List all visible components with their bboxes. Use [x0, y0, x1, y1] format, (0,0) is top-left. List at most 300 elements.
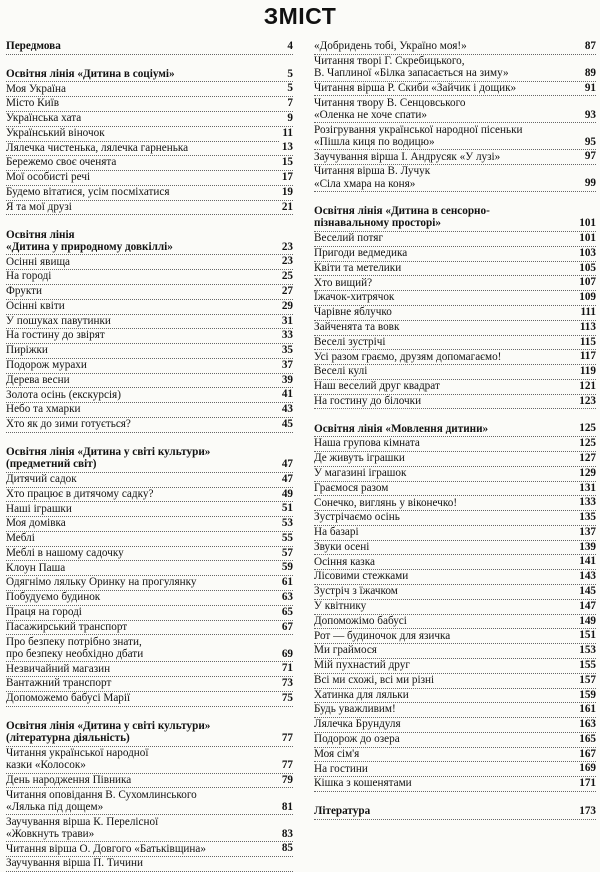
- toc-entry-title: Ми граймося: [314, 644, 380, 656]
- toc-entry-title: Кішка з кошенятами: [314, 777, 415, 789]
- toc-page-number: 43: [279, 403, 293, 415]
- toc-page-number: 11: [279, 127, 293, 139]
- toc-entry-title: Бережемо своє оченята: [6, 156, 119, 168]
- toc-entry[interactable]: [314, 556, 596, 571]
- toc-entry-title: Наш веселий друг квадрат: [314, 380, 443, 392]
- toc-page-number: 159: [576, 689, 596, 701]
- toc-entry[interactable]: [6, 186, 293, 201]
- toc-entry[interactable]: [6, 329, 293, 344]
- section-gap: [6, 55, 293, 68]
- toc-page-number: 99: [582, 177, 596, 189]
- toc-entry[interactable]: [314, 718, 596, 733]
- toc-page-number: 87: [582, 40, 596, 52]
- toc-page-number: 35: [279, 344, 293, 356]
- toc-page-number: 89: [582, 67, 596, 79]
- toc-entry-title: Будемо вітатися, усім посміхатися: [6, 186, 173, 198]
- toc-page-number: 21: [279, 201, 293, 213]
- toc-page-number: 75: [279, 692, 293, 704]
- toc-entry[interactable]: [6, 142, 293, 157]
- toc-entry-title: Клоун Паша: [6, 562, 68, 574]
- toc-entry[interactable]: [314, 291, 596, 306]
- toc-entry-title: На гостину до звірят: [6, 329, 108, 341]
- toc-page-number: 163: [576, 718, 596, 730]
- toc-entry[interactable]: [6, 359, 293, 374]
- toc-entry[interactable]: [6, 315, 293, 330]
- toc-entry[interactable]: [314, 777, 596, 792]
- toc-page-number: 29: [279, 300, 293, 312]
- toc-entry-title: Освітня лінія «Дитина у світі культури»: [6, 720, 293, 732]
- toc-entry-title: Чарівне яблучко: [314, 306, 395, 318]
- toc-entry-title: На гостини: [314, 763, 371, 775]
- toc-entry[interactable]: [314, 541, 596, 556]
- toc-entry-title: Пригоди ведмедика: [314, 247, 410, 259]
- toc-page-number: 97: [582, 150, 596, 162]
- toc-entry-title-line2: (літературна діяльність): [6, 732, 130, 745]
- toc-entry[interactable]: [314, 585, 596, 600]
- toc-entry[interactable]: [6, 843, 293, 858]
- section-gap: [6, 216, 293, 229]
- toc-entry-title-line2: «Сіла хмара на коня»: [314, 177, 416, 190]
- toc-entry[interactable]: [6, 532, 293, 547]
- toc-entry-title: Будь уважливим!: [314, 703, 399, 715]
- toc-entry[interactable]: [314, 151, 596, 166]
- toc-entry-title: Пиріжки: [6, 344, 51, 356]
- toc-page-number: 53: [279, 517, 293, 529]
- toc-left-column: [6, 40, 293, 872]
- toc-entry-title: Моя Україна: [6, 83, 69, 95]
- toc-entry-title: Розігрування української народної пісеньки: [314, 124, 596, 136]
- toc-page-number: 103: [576, 247, 596, 259]
- toc-entry-title: Хто як до зими готується?: [6, 418, 134, 430]
- toc-entry[interactable]: [314, 644, 596, 659]
- toc-entry-title-line2: «Оленка не хоче спати»: [314, 108, 427, 121]
- toc-page-number: 125: [576, 437, 596, 449]
- toc-page-number: 17: [279, 171, 293, 183]
- toc-entry[interactable]: [6, 127, 293, 142]
- toc-page-number: 111: [577, 306, 596, 318]
- toc-page-number: 173: [576, 805, 596, 817]
- toc-page-number: 105: [576, 262, 596, 274]
- toc-entry-title: На базарі: [314, 526, 362, 538]
- toc-entry-title-line2: «Жовкнуть трави»: [6, 827, 95, 840]
- toc-page-number: 117: [577, 350, 596, 362]
- toc-entry-title: Усі разом граємо, друзям допомагаємо!: [314, 351, 504, 363]
- toc-entry[interactable]: [6, 97, 293, 112]
- toc-entry[interactable]: [6, 201, 293, 216]
- toc-right-column: [314, 40, 596, 820]
- toc-page-number: 101: [576, 232, 596, 244]
- toc-entry[interactable]: [314, 351, 596, 366]
- toc-entry[interactable]: [6, 636, 293, 663]
- toc-entry-title: Хатинка для ляльки: [314, 689, 412, 701]
- toc-page-number: 71: [279, 662, 293, 674]
- toc-entry[interactable]: [6, 112, 293, 127]
- toc-page-number: 63: [279, 591, 293, 603]
- toc-entry-title: У магазині іграшок: [314, 467, 409, 479]
- toc-entry[interactable]: [6, 473, 293, 488]
- toc-entry[interactable]: [6, 621, 293, 636]
- toc-section-heading[interactable]: [6, 68, 293, 83]
- toc-page-number: 161: [576, 703, 596, 715]
- toc-entry[interactable]: [6, 389, 293, 404]
- toc-page-number: 165: [576, 733, 596, 745]
- toc-entry-title: День народження Півника: [6, 774, 134, 786]
- toc-entry[interactable]: [314, 395, 596, 410]
- toc-entry-title: Наші іграшки: [6, 503, 75, 515]
- toc-entry-title: Передмова: [6, 40, 64, 52]
- toc-entry-title: Лялечка чистенька, лялечка гарненька: [6, 142, 191, 154]
- toc-entry[interactable]: [6, 285, 293, 300]
- toc-page-number: 55: [279, 532, 293, 544]
- toc-entry-title: Осінні квіти: [6, 300, 68, 312]
- section-gap: [314, 792, 596, 805]
- toc-entry-title: Побудуємо будинок: [6, 591, 103, 603]
- toc-entry[interactable]: [6, 677, 293, 692]
- toc-entry-title: Хто працює в дитячому садку?: [6, 488, 156, 500]
- toc-entry[interactable]: [6, 789, 293, 816]
- toc-entry[interactable]: [6, 857, 293, 872]
- toc-entry-title: Читання твору В. Сенцовського: [314, 97, 596, 109]
- toc-entry-title: Українська хата: [6, 112, 84, 124]
- toc-entry-title: Праця на городі: [6, 606, 85, 618]
- toc-page-number: 151: [576, 629, 596, 641]
- toc-entry-title: Їжачок-хитрячок: [314, 291, 397, 303]
- toc-page-number: 49: [279, 488, 293, 500]
- toc-entry-title: Незвичайний магазин: [6, 663, 113, 675]
- toc-entry-title: На гостину до білочки: [314, 395, 424, 407]
- toc-entry-title: Заучування вірша К. Перелісної: [6, 816, 293, 828]
- toc-page-number: 31: [279, 315, 293, 327]
- toc-page-number: 57: [279, 547, 293, 559]
- toc-page-number: 113: [577, 321, 596, 333]
- toc-page-number: 23: [279, 241, 293, 253]
- toc-entry[interactable]: [6, 606, 293, 621]
- toc-entry[interactable]: [314, 82, 596, 97]
- toc-page-number: 4: [284, 40, 293, 52]
- toc-page-number: 133: [576, 496, 596, 508]
- toc-entry-title: Зустріч з їжачком: [314, 585, 401, 597]
- toc-entry[interactable]: [314, 674, 596, 689]
- toc-entry[interactable]: [314, 600, 596, 615]
- toc-entry-title: Читання вірша Р. Скиби «Зайчик і дощик»: [314, 82, 519, 94]
- toc-entry-title: Освітня лінія: [6, 229, 293, 241]
- toc-entry-title: Освітня лінія «Дитина у світі культури»: [6, 446, 293, 458]
- toc-page-number: 171: [576, 777, 596, 789]
- toc-entry-title-line2: «Пішла киця по водицю»: [314, 135, 435, 148]
- toc-entry-title: Граємося разом: [314, 482, 391, 494]
- toc-page-number: 129: [576, 467, 596, 479]
- toc-entry[interactable]: [314, 467, 596, 482]
- toc-entry-title: Веселий потяг: [314, 232, 386, 244]
- toc-entry-title: Подорож мурахи: [6, 359, 90, 371]
- toc-entry-title: Допоможімо бабусі: [314, 615, 410, 627]
- toc-page-number: 169: [576, 762, 596, 774]
- toc-entry-title: Дитячий садок: [6, 473, 80, 485]
- toc-entry[interactable]: [314, 615, 596, 630]
- toc-page-number: 79: [279, 774, 293, 786]
- toc-entry[interactable]: [314, 247, 596, 262]
- toc-entry[interactable]: [314, 511, 596, 526]
- toc-entry[interactable]: [6, 663, 293, 678]
- toc-page-number: 5: [284, 68, 293, 80]
- toc-entry[interactable]: [314, 55, 596, 82]
- toc-entry[interactable]: [6, 547, 293, 562]
- toc-entry[interactable]: [314, 380, 596, 395]
- toc-entry-title: Заучування вірша І. Андрусяк «У лузі»: [314, 151, 503, 163]
- toc-entry[interactable]: [6, 692, 293, 707]
- toc-entry-title: У пошуках павутинки: [6, 315, 114, 327]
- toc-page-number: 5: [284, 82, 293, 94]
- toc-entry-title: Де живуть іграшки: [314, 452, 408, 464]
- toc-page-number: 125: [576, 422, 596, 434]
- toc-entry[interactable]: [314, 321, 596, 336]
- toc-page-number: 47: [279, 473, 293, 485]
- toc-entry[interactable]: [314, 452, 596, 467]
- toc-section-heading[interactable]: [6, 229, 293, 256]
- toc-entry[interactable]: [6, 374, 293, 389]
- toc-entry[interactable]: [6, 488, 293, 503]
- toc-entry[interactable]: [314, 526, 596, 541]
- toc-entry-title: Осіння казка: [314, 556, 378, 568]
- toc-entry[interactable]: [6, 256, 293, 271]
- toc-entry[interactable]: [314, 570, 596, 585]
- toc-page-number: 33: [279, 329, 293, 341]
- toc-entry-title: Зустрічаємо осінь: [314, 511, 403, 523]
- toc-page-number: 37: [279, 359, 293, 371]
- toc-entry-title: Подорож до озера: [314, 733, 403, 745]
- toc-page-number: 131: [576, 482, 596, 494]
- toc-entry-title: Допоможемо бабусі Марії: [6, 692, 133, 704]
- toc-entry[interactable]: [314, 482, 596, 497]
- toc-page-number: 143: [576, 570, 596, 582]
- toc-entry-title: Осінні явища: [6, 256, 73, 268]
- toc-page-number: 139: [576, 541, 596, 553]
- toc-entry-title: Моя сім'я: [314, 748, 362, 760]
- toc-page-number: 41: [279, 388, 293, 400]
- toc-page-number: 109: [576, 291, 596, 303]
- toc-entry[interactable]: [314, 336, 596, 351]
- toc-page-number: 23: [279, 255, 293, 267]
- toc-entry-title: Читання вірша О. Довгого «Батьківщина»: [6, 843, 209, 855]
- toc-section-heading[interactable]: [314, 805, 596, 820]
- toc-section-heading[interactable]: [314, 205, 596, 232]
- toc-page-number: 39: [279, 374, 293, 386]
- toc-entry[interactable]: [314, 97, 596, 124]
- toc-entry-title: Моя домівка: [6, 517, 69, 529]
- toc-entry[interactable]: [6, 83, 293, 98]
- toc-entry-title: Лісовими стежками: [314, 570, 411, 582]
- toc-entry-title: Зайченята та вовк: [314, 321, 402, 333]
- toc-page-number: 137: [576, 526, 596, 538]
- toc-entry-title: Освітня лінія «Мовлення дитини»: [314, 423, 491, 435]
- toc-entry-title: Дерева весни: [6, 374, 73, 386]
- toc-page-number: 85: [279, 842, 293, 854]
- toc-entry[interactable]: [6, 418, 293, 433]
- toc-page-number: 51: [279, 502, 293, 514]
- toc-entry-title-line2: «Дитина у природному довкіллі»: [6, 240, 173, 253]
- toc-entry-title: Я та мої друзі: [6, 201, 75, 213]
- toc-page-number: 93: [582, 109, 596, 121]
- toc-entry[interactable]: [314, 306, 596, 321]
- toc-entry-title: Всі ми схожі, всі ми різні: [314, 674, 437, 686]
- toc-entry-title: Наша групова кімната: [314, 437, 423, 449]
- toc-page-number: 77: [279, 759, 293, 771]
- toc-page-number: 107: [576, 276, 596, 288]
- toc-entry-title: Про безпеку потрібно знати,: [6, 636, 293, 648]
- toc-entry-title-line2: (предметний світ): [6, 458, 97, 471]
- toc-entry-title: Хто вищий?: [314, 277, 375, 289]
- toc-entry[interactable]: [6, 344, 293, 359]
- toc-entry-title: Квіти та метелики: [314, 262, 404, 274]
- toc-page-number: 101: [576, 217, 596, 229]
- toc-page-number: 73: [279, 677, 293, 689]
- toc-page-number: 67: [279, 621, 293, 633]
- toc-page-number: 65: [279, 606, 293, 618]
- toc-entry-title: Одягнімо ляльку Оринку на прогулянку: [6, 576, 200, 588]
- toc-entry-title: Рот — будиночок для язичка: [314, 630, 453, 642]
- toc-entry-title: Місто Київ: [6, 97, 62, 109]
- toc-page-number: 15: [279, 156, 293, 168]
- section-gap: [6, 433, 293, 446]
- toc-entry-title: Український віночок: [6, 127, 108, 139]
- toc-section-heading[interactable]: [6, 446, 293, 473]
- toc-entry[interactable]: [6, 517, 293, 532]
- toc-entry[interactable]: [314, 365, 596, 380]
- toc-entry[interactable]: [6, 576, 293, 591]
- toc-entry-title: Читання української народної: [6, 747, 293, 759]
- toc-entry-title-line2: В. Чаплиної «Білка запасається на зиму»: [314, 66, 509, 79]
- toc-entry-title: Читання творі Г. Скребицького,: [314, 55, 596, 67]
- toc-page-number: 141: [576, 555, 596, 567]
- toc-page-number: 167: [576, 748, 596, 760]
- toc-entry[interactable]: [6, 156, 293, 171]
- toc-page-number: 115: [577, 336, 596, 348]
- toc-entry[interactable]: [314, 630, 596, 645]
- section-gap: [6, 707, 293, 720]
- toc-entry-title-line2: казки «Колосок»: [6, 759, 86, 772]
- toc-entry[interactable]: [314, 437, 596, 452]
- toc-page-number: 47: [279, 458, 293, 470]
- toc-page-number: 127: [576, 452, 596, 464]
- section-gap: [314, 410, 596, 423]
- toc-entry-title: Лялечка Брундуля: [314, 718, 404, 730]
- toc-entry-title: Читання оповідання В. Сухомлинського: [6, 789, 293, 801]
- toc-entry-title: Веселі кулі: [314, 365, 370, 377]
- toc-entry-title: «Добридень тобі, Україно моя!»: [314, 40, 470, 52]
- toc-entry[interactable]: [6, 270, 293, 285]
- toc-entry[interactable]: [314, 262, 596, 277]
- toc-entry-title-line2: «Лялька під дощем»: [6, 800, 104, 813]
- toc-entry-title-line2: про безпеку необхідно дбати: [6, 647, 144, 660]
- toc-entry-title: Звуки осені: [314, 541, 372, 553]
- toc-page-number: 19: [279, 186, 293, 198]
- toc-page-number: 153: [576, 644, 596, 656]
- toc-entry[interactable]: [6, 503, 293, 518]
- toc-page-number: 25: [279, 270, 293, 282]
- toc-page-number: 145: [576, 585, 596, 597]
- toc-section-heading[interactable]: [6, 720, 293, 747]
- toc-page-number: 7: [284, 97, 293, 109]
- toc-entry[interactable]: [6, 816, 293, 843]
- toc-entry[interactable]: [6, 300, 293, 315]
- toc-entry-title: Мій пухнастий друг: [314, 659, 413, 671]
- toc-entry[interactable]: [314, 40, 596, 55]
- toc-page-number: 69: [279, 648, 293, 660]
- toc-page-number: 61: [279, 576, 293, 588]
- toc-page-number: 121: [576, 380, 596, 392]
- toc-entry-title: У квітнику: [314, 600, 369, 612]
- toc-entry-title: На городі: [6, 270, 54, 282]
- toc-entry[interactable]: [6, 747, 293, 774]
- toc-page-number: 27: [279, 285, 293, 297]
- toc-entry-title: Читання вірша В. Лучук: [314, 165, 596, 177]
- toc-entry-title: Веселі зустрічі: [314, 336, 388, 348]
- toc-page-number: 119: [577, 365, 596, 377]
- toc-entry-title: Вантажний транспорт: [6, 677, 114, 689]
- toc-entry[interactable]: [6, 774, 293, 789]
- toc-entry-title: Освітня лінія «Дитина в сенсорно-: [314, 205, 596, 217]
- toc-entry-title: Меблі: [6, 532, 38, 544]
- toc-entry[interactable]: [314, 689, 596, 704]
- toc-entry-title: Сонечко, виглянь у віконечко!: [314, 497, 460, 509]
- toc-entry[interactable]: [6, 403, 293, 418]
- toc-entry[interactable]: [6, 562, 293, 577]
- toc-page-number: 91: [582, 82, 596, 94]
- toc-entry-title: Освітня лінія «Дитина в соціумі»: [6, 68, 178, 80]
- toc-entry[interactable]: [314, 733, 596, 748]
- toc-entry[interactable]: [314, 763, 596, 778]
- toc-entry-title: Мої особисті речі: [6, 171, 93, 183]
- toc-entry[interactable]: [314, 659, 596, 674]
- toc-section-heading[interactable]: [314, 423, 596, 438]
- toc-page-number: 59: [279, 561, 293, 573]
- toc-entry[interactable]: [314, 703, 596, 718]
- toc-page-number: 77: [279, 732, 293, 744]
- section-gap: [314, 192, 596, 205]
- toc-entry[interactable]: [314, 232, 596, 247]
- toc-page-number: 83: [279, 828, 293, 840]
- toc-entry[interactable]: [314, 277, 596, 292]
- toc-page-number: 155: [576, 659, 596, 671]
- toc-page-number: 45: [279, 418, 293, 430]
- toc-entry[interactable]: [6, 171, 293, 186]
- page-title: ЗМІСТ: [263, 3, 337, 29]
- toc-entry[interactable]: [314, 497, 596, 512]
- toc-section-heading[interactable]: [6, 40, 293, 55]
- toc-page-number: 147: [576, 600, 596, 612]
- toc-page-number: 157: [576, 674, 596, 686]
- toc-entry[interactable]: [314, 165, 596, 192]
- toc-page-number: 9: [284, 112, 293, 124]
- toc-entry-title-line2: пізнавальному просторі»: [314, 217, 441, 230]
- toc-page-number: 95: [582, 136, 596, 148]
- toc-entry-title: Фрукти: [6, 285, 45, 297]
- toc-page-number: 149: [576, 615, 596, 627]
- toc-entry-title: Пасажирський транспорт: [6, 621, 130, 633]
- toc-entry-title: Література: [314, 805, 373, 817]
- toc-page-number: 13: [279, 141, 293, 153]
- toc-page-number: 135: [576, 511, 596, 523]
- toc-entry[interactable]: [6, 591, 293, 606]
- toc-entry-title: Небо та хмарки: [6, 403, 84, 415]
- toc-page-number: 81: [279, 801, 293, 813]
- toc-entry-title: Золота осінь (екскурсія): [6, 389, 124, 401]
- toc-entry[interactable]: [314, 748, 596, 763]
- toc-page-number: 123: [576, 395, 596, 407]
- toc-entry-title: Заучування вірша П. Тичини: [6, 857, 146, 869]
- toc-entry-title: Меблі в нашому садочку: [6, 547, 127, 559]
- toc-entry[interactable]: [314, 124, 596, 151]
